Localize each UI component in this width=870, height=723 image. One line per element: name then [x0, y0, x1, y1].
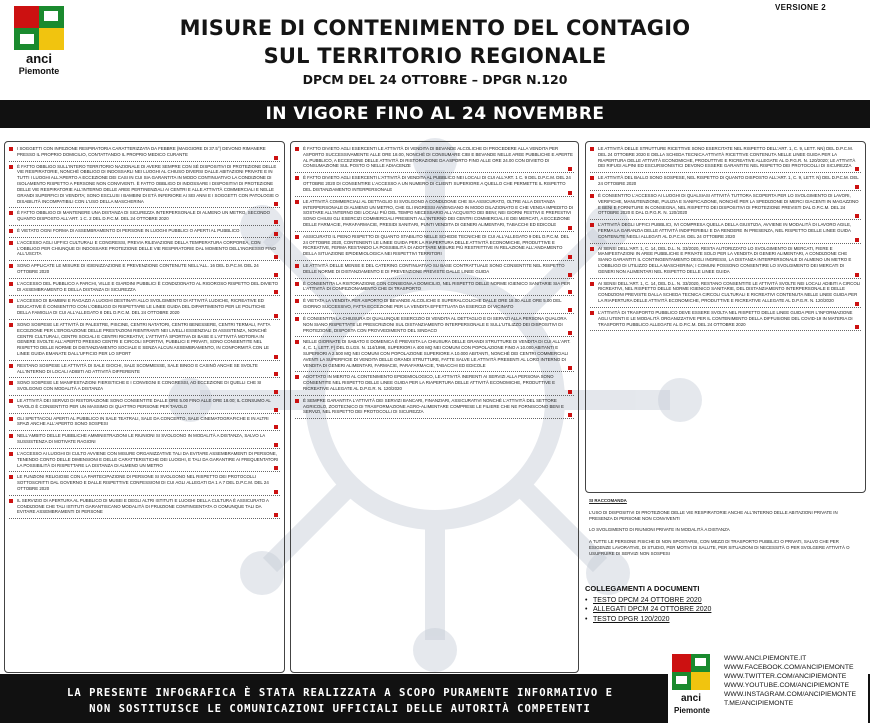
- end-mark-icon: [568, 255, 572, 259]
- rule-text: È FATTO DIVIETO AGLI ESERCENTI LE ATTIVITÀ DI VENDITA DI BEVANDE ALCOLICHE DI PROCEDERE ALLA VENDITA PER ASPORTO SUCCESSIVAMENTE ALLE ORE 18.00, NONCHÉ DI CONSUMARE CIBI E BEVANDE NELLE AREE PUBBLICHE E APERTE AL PUBBLICO, A ECCEZIONE DELLE ATTIVITÀ DI RISTORAZIONE DA ASPORTO FINO ALLE ORE 24.00 CON DIVIETO DI CONSUMAZIONE SUL POSTO O NELLE ADIACENZE: [303, 146, 573, 169]
- rule-text: L'ACCESSO DEL PUBBLICO A PARCHI, VILLE E GIARDINI PUBBLICI È CONDIZIONATO AL RIGOROSO RISPETTO DEL DIVIETO DI ASSEMBRAMENTO E DELLA DISTANZA DI SICUREZZA: [17, 280, 279, 292]
- recommendation-text: A TUTTE LE PERSONE FISICHE DI NON SPOSTARSI, CON MEZZI DI TRASPORTO PUBBLICI O PRIVATI, SALVO CHE PER ESIGENZE LAVORATIVE, DI STUDIO, PER MOTIVI DI SALUTE, PER SITUAZIONI DI NECESSITÀ O PER SVOLGERE ATTIVITÀ O USUFRUIRE DI SERVIZI NON SOSPESI: [589, 539, 850, 556]
- rule-text: LE ATTIVITÀ DEL BALLO SONO SOSPESE, NEL RISPETTO DI QUANTO DISPOSTO ALL'ART. 1, C. 9, LETT. N) DEL D.P.C.M. DEL 24 OTTOBRE 2020: [598, 175, 859, 187]
- end-mark-icon: [274, 273, 278, 277]
- bullet-mark-icon: [590, 247, 594, 251]
- rule-item: [9, 144, 280, 162]
- bullet-mark-icon: [590, 282, 594, 286]
- logo-text: anci: [25, 51, 53, 66]
- end-mark-icon: [568, 290, 572, 294]
- link-facebook[interactable]: WWW.FACEBOOK.COM/ANCIPIEMONTE: [724, 664, 854, 671]
- rules-column-3: [585, 141, 866, 493]
- end-mark-icon: [274, 255, 278, 259]
- bullet-mark-icon: [9, 499, 13, 503]
- page-title-line1: MISURE DI CONTENIMENTO DEL CONTAGIO: [179, 16, 691, 40]
- end-mark-icon: [568, 226, 572, 230]
- rule-text: L'ACCESSO AGLI UFFICI CULTURALI E CONGRESSI, PREVIA RILEVAZIONE DELLA TEMPERATURA CORPOREA, CON L'OBBLIGO PER CHIUNQUE DI INDOSSARE PROTEZIONE DELLE VIE RESPIRATORIE DAL MOMENTO DELL'INGRESSO FINO ALL'USCITA: [17, 239, 276, 257]
- bullet-mark-icon: [9, 299, 13, 303]
- rule-item: [9, 472, 280, 495]
- rule-item: [590, 220, 861, 243]
- recommendation-text: LO SVOLGIMENTO DI RIUNIONI PRIVATE IN MODALITÀ A DISTANZA: [589, 527, 730, 533]
- bullet-mark-icon: [9, 211, 13, 215]
- rule-text: ADOTTATO IN MERITO AL CONTENIMENTO EPIDEMIOLOGICO, LE ATTIVITÀ INERENTI AI SERVIZI ALLA PERSONA SONO CONSENTITE NEL RISPETTO DELLE LINEE GUIDA PER LA RIAPERTURA DELLE ATTIVITÀ ECONOMICHE, PRODUTTIVE E RICREATIVE ALLEGATE AL D.P.G.R. N. 120/2020: [303, 374, 556, 391]
- rule-text: AI SENSI DELL'ART. 1, C. 14, DEL D.L. N. 33/2020, RESTANO CONSENTITE LE ATTIVITÀ SVOLTE NEI LOCALI ADIBITI A CIRCOLI RICREATIVI, NEL RISPETTO DELLE NORME IGIENICO SANITARIE, DEL DISTANZIAMENTO INTERPERSONALE E DELLE CONDIZIONI PREVISTE DALLA SCHEDA TECNICA CIRCOLI CULTURALI E RICREATIVI CONTENUTA NELLE LINEE GUIDA PER LA RIAPERTURA DELLE ATTIVITÀ ECONOMICHE, PRODUTTIVE E RICREATIVE ALLEGATE AL D.P.G.R. N. 120/2020: [598, 280, 861, 304]
- rule-item: [590, 173, 861, 191]
- rule-item: [9, 226, 280, 238]
- bullet-mark-icon: [295, 299, 299, 303]
- rule-item: [295, 232, 574, 261]
- document-links-title: COLLEGAMENTI A DOCUMENTI: [585, 584, 700, 593]
- end-mark-icon: [855, 302, 859, 306]
- end-mark-icon: [274, 290, 278, 294]
- end-mark-icon: [274, 513, 278, 517]
- rule-text: SONO APPLICATE LE MISURE DI IGIENIZZAZIONE E PREVENZIONE CONTENUTE NELL'ALL. 16 DEL D.P.C.M. DEL 24 OTTOBRE 2020: [17, 263, 259, 274]
- bullet-mark-icon: [9, 417, 13, 421]
- bullet-mark-icon: [295, 176, 299, 180]
- end-mark-icon: [274, 202, 278, 206]
- rule-text: SONO SOSPESE LE MANIFESTAZIONI FIERISTICHE E I CONVEGNI E CONGRESSI, AD ECCEZIONE DI QUELLI CHE SI SVOLGONO CON MODALITÀ A DISTANZA: [17, 380, 262, 392]
- end-mark-icon: [855, 214, 859, 218]
- end-mark-icon: [274, 372, 278, 376]
- rules-column-1: [4, 141, 285, 673]
- bullet-mark-icon: [295, 340, 299, 344]
- end-mark-icon: [274, 390, 278, 394]
- rule-text: NELL'AMBITO DELLE PUBBLICHE AMMINISTRAZIONI LE RIUNIONI SI SVOLGONO IN MODALITÀ A DISTANZA, SALVO LA SUSSISTENZA DI MOTIVATE RAGIONI: [17, 433, 265, 445]
- rule-item: [590, 279, 861, 308]
- rule-text: GLI SPETTACOLI APERTI AL PUBBLICO IN SALE TEATRALI, SALE DA CONCERTO, SALE CINEMATOGRAFICHE E IN ALTRI SPAZI ANCHE ALL'APERTO SONO SOSPESI: [17, 415, 269, 427]
- rule-text: LE ATTIVITÀ DELLE MENSE E DEL CATERING CONTINUATIVO SU BASE CONTRATTUALE SONO CONSENTITE NEL RISPETTO DELLE NORME DI DISTANZIAMENTO E DI PREVENZIONE PREVISTE DALLE LINEE GUIDA: [303, 263, 565, 274]
- rule-item: [590, 144, 861, 173]
- rule-item: [295, 173, 574, 196]
- link-dpcm-text[interactable]: • TESTO DPCM 24 OTTOBRE 2020: [585, 596, 785, 605]
- logo-label: Piemonte: [18, 66, 60, 76]
- page-title-line2: SUL TERRITORIO REGIONALE: [263, 44, 607, 68]
- end-mark-icon: [274, 314, 278, 318]
- rule-item: [9, 238, 280, 261]
- bullet-mark-icon: [9, 381, 13, 385]
- bullet-mark-icon: [590, 176, 594, 180]
- end-mark-icon: [855, 167, 859, 171]
- rule-item: [295, 396, 574, 419]
- rule-text: RESTANO SOSPESE LE ATTIVITÀ DI SALE GIOCHI, SALE SCOMMESSE, SALE BINGO E CASINÒ ANCHE SE SVOLTE ALL'INTERNO DI LOCALI ADIBITI AD ATTIVITÀ DIFFERENTE: [17, 362, 258, 374]
- social-links-list: [724, 654, 866, 708]
- small-logo-label: Piemonte: [673, 706, 710, 715]
- page-header: [0, 0, 870, 98]
- rule-item: [295, 314, 574, 337]
- end-mark-icon: [568, 366, 572, 370]
- version-label: VERSIONE 2: [774, 3, 826, 12]
- bullet-mark-icon: [295, 200, 299, 204]
- link-website[interactable]: WWW.ANCI.PIEMONTE.IT: [724, 655, 807, 662]
- bullet-mark-icon: [295, 282, 299, 286]
- end-mark-icon: [855, 273, 859, 277]
- bullet-mark-icon: [9, 399, 13, 403]
- end-mark-icon: [274, 232, 278, 236]
- link-dpgr-text[interactable]: • TESTO DPGR 120/2020: [585, 615, 785, 624]
- rule-item: [9, 320, 280, 361]
- end-mark-icon: [568, 331, 572, 335]
- small-logo-text: anci: [680, 693, 702, 704]
- disclaimer-line1: LA PRESENTE INFOGRAFICA È STATA REALIZZATA A SCOPO PURAMENTE INFORMATIVO E: [67, 687, 613, 699]
- rule-text: AI SENSI DELL'ART. 1, C. 14, DEL D.L. N. 33/2020, RESTA AUTORIZZATO LO SVOLGIMENTO DI MERCATI, FIERE E MANIFESTAZIONI IN AREE PUBBLICHE E PRIVATE SOLO PER LA VENDITA DI GENERI ALIMENTARI, A CONDIZIONE CHE SIANO GARANTITI IL CONTINGENTAMENTO DEGLI INGRESSI, LA DISTANZA INTERPERSONALE DI ALMENO UN METRO E L'OBBLIGO DI UTILIZZO DELLA MASCHERINA; I COMUNI POSSONO CONSENTIRE LO SVOLGIMENTO DEI MERCATI DI GENERI NON ALIMENTARI NEL RISPETTO DELLE LINEE GUIDA: [598, 245, 852, 274]
- rule-item: [9, 431, 280, 449]
- bullet-mark-icon: [590, 147, 594, 151]
- end-mark-icon: [568, 273, 572, 277]
- bullet-mark-icon: [9, 323, 13, 327]
- end-mark-icon: [568, 167, 572, 171]
- rule-text: L'ACCESSO DI BAMBINI E RAGAZZI A LUOGHI DESTINATI ALLO SVOLGIMENTO DI ATTIVITÀ LUDICHE, RICREATIVE ED EDUCATIVE È CONSENTITO CON L'OBBLIGO DI RISPETTARE LE LINEE GUIDA DEL DIPARTIMENTO PER LE POLITICHE DELLA FAMIGLIA DI CUI ALL'ALLEGATO 8 DEL D.P.C.M. DEL 24 OTTOBRE 2020: [17, 298, 266, 316]
- end-mark-icon: [568, 413, 572, 417]
- rule-text: LE ATTIVITÀ DEI SERVIZI DI RISTORAZIONE SONO CONSENTITE DALLE ORE 5.00 FINO ALLE ORE 18.00; IL CONSUMO AL TAVOLO È CONSENTITO PER UN MASSIMO DI QUATTRO PERSONE PER TAVOLO: [17, 398, 271, 409]
- bullet-mark-icon: [9, 282, 13, 286]
- bullet-mark-icon: [295, 375, 299, 379]
- bullet-mark-icon: [295, 317, 299, 321]
- rule-text: È FATTO OBBLIGO DI MANTENERE UNA DISTANZA DI SICUREZZA INTERPERSONALE DI ALMENO UN METRO, SECONDO QUANTO DISPOSTO ALL'ART. 1 C. 2 DEL D.P.C.M. DEL 24 OTTOBRE 2020: [17, 210, 270, 222]
- page-subtitle: DPCM DEL 24 OTTOBRE – DPGR N.120: [302, 72, 568, 87]
- end-mark-icon: [568, 390, 572, 394]
- rule-item: [590, 244, 861, 279]
- link-dpcm-allegati[interactable]: • ALLEGATI DPCM 24 OTTOBRE 2020: [585, 605, 785, 614]
- rule-text: LE ATTIVITÀ COMMERCIALI AL DETTAGLIO SI SVOLGONO A CONDIZIONE CHE SIA ASSICURATO, OLTRE ALLA DISTANZA INTERPERSONALE DI ALMENO UN METRO, CHE GLI INGRESSI AVVENGANO IN MODO DILAZIONATO E CHE VENGA IMPEDITO DI SOSTARE ALL'INTERNO DEI LOCALI PIÙ DEL TEMPO NECESSARIO ALL'ACQUISTO DEI BENI; NEI GIORNI FESTIVI E PREFESTIVI SONO CHIUSI GLI ESERCIZI COMMERCIALI PRESENTI ALL'INTERNO DEI CENTRI COMMERCIALI E DEI MERCATI, A ECCEZIONE DELLE FARMACIE, PARAFARMACIE, PRESIDI SANITARI, PUNTI VENDITA DI GENERI ALIMENTARI, TABACCHI ED EDICOLE: [303, 198, 573, 227]
- rule-text: È SEMPRE GARANTITA L'ATTIVITÀ DEI SERVIZI BANCARI, FINANZIARI, ASSICURATIVI NONCHÉ L'ATTIVITÀ DEL SETTORE AGRICOLO, ZOOTECNICO DI TRASFORMAZIONE AGRO-ALIMENTARE COMPRESE LE FILIERE CHE NE FORNISCONO BENI E SERVIZI, NEL RISPETTO DEI PROTOCOLLI DI SICUREZZA: [303, 397, 564, 415]
- bullet-mark-icon: [9, 475, 13, 479]
- rule-item: [295, 144, 574, 173]
- end-mark-icon: [274, 490, 278, 494]
- bullet-mark-icon: [295, 147, 299, 151]
- bullet-mark-icon: [9, 452, 13, 456]
- end-mark-icon: [274, 156, 278, 160]
- rule-text: È VIETATA LA VENDITA PER ASPORTO DI BEVANDE ALCOLICHE E SUPERALCOLICHE DALLE ORE 18.00 ALLE ORE 5.00 DEL GIORNO SUCCESSIVO, FATTA ECCEZIONE PER LA VENDITA EFFETTUATA DA ESERCIZI DI VICINATO: [303, 298, 562, 310]
- link-instagram[interactable]: WWW.INSTAGRAM.COM/ANCIPIEMONTE: [724, 691, 857, 698]
- rule-text: L'ATTIVITÀ DEGLI UFFICI PUBBLICI, IVI COMPRESA QUELLA DELLA GIUSTIZIA, AVVIENE IN MODALITÀ DI LAVORO AGILE, FERMA LA GARANZIA DELLE ATTIVITÀ INDIFFERIBILI E DA RENDERE IN PRESENZA, NEL RISPETTO DELLE LINEE GUIDA CONTENUTE NEGLI ALLEGATI AL D.P.C.M. DEL 24 OTTOBRE 2020: [598, 222, 852, 239]
- rule-item: [9, 496, 280, 519]
- rule-text: È CONSENTITO L'ACCESSO AI LUOGHI DI QUALSIASI ATTIVITÀ TUTTORA SCOPERTA PER LO SVOLGIMENTO DI LAVORI, VERIFICHE, MANUTENZIONE, PULIZIA E SANIFICAZIONE, NONCHÉ PER LA SPEDIZIONE DI MERCI GIACENTI IN MAGAZZINO E BENI E FORNITURE IN CONSEGNA, NEL RISPETTO DEI DISPOSITIVI DI PROTEZIONE PREVISTI DAL D.P.C.M. DEL 24 OTTOBRE 2020 E DAL D.P.G.R. N. 120/2020: [598, 192, 859, 216]
- bullet-mark-icon: [9, 264, 13, 268]
- rule-text: È FATTO OBBLIGO SULL'INTERO TERRITORIO NAZIONALE DI AVERE SEMPRE CON SÉ DISPOSITIVI DI PROTEZIONE DELLE VIE RESPIRATORIE, NONCHÉ OBBLIGO DI INDOSSARLI NEI LUOGHI AL CHIUSO DIVERSI DALLE ABITAZIONI PRIVATE E IN TUTTI I LUOGHI ALL'APERTO A ECCEZIONE DEI CASI IN CUI SIA GARANTITA IN MODO CONTINUATIVO LA CONDIZIONE DI ISOLAMENTO RISPETTO A PERSONE NON CONVIVENTI. È FATTO OBBLIGO DI INDOSSARE I DISPOSITIVI DI PROTEZIONE DELLE VIE RESPIRATORIE ALL'INTERNO DELLE AREE PERTINENZIALI AI CENTRI E ALLE ATTIVITÀ COMMERCIALI E NELLE GRANDI SUPERFICI DI VENDITA; SONO ESCLUSI I BAMBINI DI ETÀ INFERIORE AI SEI ANNI E I SOGGETTI CON PATOLOGIE O DISABILITÀ INCOMPATIBILI CON L'USO DELLA MASCHERINA: [17, 163, 279, 204]
- bullet-mark-icon: [9, 165, 13, 169]
- rule-text: ASSICURATO IL PIENO RISPETTO DI QUANTO STABILITO NELLE SCHEDE TECNICHE DI CUI ALL'ALLEGATO 9 DEL D.P.C.M. DEL 24 OTTOBRE 2020, CONTENENTI LE LINEE GUIDA PER LA RIAPERTURA DELLE ATTIVITÀ ECONOMICHE, PRODUTTIVE E RICREATIVE, FERMA RESTANDO LA POSSIBILITÀ DI ADOTTARE MISURE PIÙ RESTRITTIVE IN RELAZIONE ALL'ANDAMENTO DELLA SITUAZIONE EPIDEMIOLOGICA NEI RISPETTIVI TERRITORI: [303, 233, 569, 257]
- rule-item: [9, 378, 280, 396]
- recommendations-heading: SI RACCOMANDA: [589, 498, 627, 503]
- end-mark-icon: [855, 185, 859, 189]
- rule-text: I SOGGETTI CON INFEZIONE RESPIRATORIA CARATTERIZZATA DA FEBBRE (MAGGIORE DI 37.5°) DEVONO RIMANERE PRESSO IL PROPRIO DOMICILIO, CONTATTANDO IL PROPRIO MEDICO CURANTE: [17, 146, 266, 157]
- rule-item: [295, 296, 574, 314]
- rule-text: L'ATTIVITÀ DI TRASPORTO PUBBLICO DEVE ESSERE SVOLTA NEL RISPETTO DELLE LINEE GUIDA PER L'INFORMAZIONE AGLI UTENTI E LE MODALITÀ ORGANIZZATIVE PER IL CONTENIMENTO DELLA DIFFUSIONE DEL COVID-19 IN MATERIA DI TRASPORTO PUBBLICO ALLEGATE AL D.P.C.M. DEL 24 OTTOBRE 2020: [598, 309, 853, 327]
- rule-item: [9, 296, 280, 319]
- end-mark-icon: [855, 325, 859, 329]
- rule-text: IL SERVIZIO DI APERTURA AL PUBBLICO DI MUSEI E DEGLI ALTRI ISTITUTI E LUOGHI DELLA CULTURA È ASSICURATO A CONDIZIONE CHE TALI ISTITUTI GARANTISCANO MODALITÀ DI FRUIZIONE CONTINGENTATA O COMUNQUE TALI DA EVITARE ASSEMBRAMENTI DI PERSONE: [17, 497, 269, 515]
- rule-item: [9, 396, 280, 414]
- end-mark-icon: [274, 425, 278, 429]
- rule-item: [295, 337, 574, 372]
- social-links-panel: [668, 650, 868, 723]
- disclaimer-line2: NON SOSTITUISCE LE COMUNICAZIONI UFFICIALI DELLE AUTORITÀ COMPETENTI: [89, 703, 591, 716]
- bullet-mark-icon: [295, 235, 299, 239]
- rule-item: [9, 449, 280, 472]
- bullet-mark-icon: [590, 223, 594, 227]
- rules-column-2: [290, 141, 579, 673]
- rule-item: [9, 208, 280, 226]
- rule-item: [295, 372, 574, 395]
- bullet-mark-icon: [9, 364, 13, 368]
- rule-text: SONO SOSPESE LE ATTIVITÀ DI PALESTRE, PISCINE, CENTRI NATATORI, CENTRI BENESSERE, CENTRI TERMALI, FATTA ECCEZIONE PER L'EROGAZIONE DELLE PRESTAZIONI RIENTRANTI NEI LIVELLI ESSENZIALI DI ASSISTENZA, NONCHÉ CENTRI CULTURALI, CENTRI SOCIALI E CENTRI RICREATIVI; L'ATTIVITÀ SPORTIVA DI BASE E L'ATTIVITÀ MOTORIA IN GENERE SVOLTE ALL'APERTO PRESSO CENTRI E CIRCOLI SPORTIVI, PUBBLICI E PRIVATI, SONO CONSENTITE NEL RISPETTO DELLE NORME DI DISTANZIAMENTO SOCIALE E SENZA ALCUN ASSEMBRAMENTO, IN CONFORMITÀ CON LE LINEE GUIDA EMANATE DALL'UFFICIO PER LO SPORT: [17, 321, 271, 356]
- end-mark-icon: [568, 308, 572, 312]
- link-youtube[interactable]: WWW.YOUTUBE.COM/ANCIPIEMONTE: [724, 682, 849, 689]
- rule-item: [295, 261, 574, 279]
- rule-text: LE FUNZIONI RELIGIOSE CON LA PARTECIPAZIONE DI PERSONE SI SVOLGONO NEL RISPETTO DEI PROTOCOLLI SOTTOSCRITTI DAL GOVERNO E DALLE RISPETTIVE CONFESSIONI DI CUI AGLI ALLEGATI DA 1 A 7 DEL D.P.C.M. DEL 24 OTTOBRE 2020: [17, 474, 269, 491]
- recommendation-text: L'USO DI DISPOSITIVI DI PROTEZIONE DELLE VIE RESPIRATORIE ANCHE ALL'INTERNO DELLE ABITAZIONI PRIVATE IN PRESENZA DI PERSONE NON CONVIVENTI: [589, 509, 838, 521]
- rule-item: [9, 414, 280, 432]
- rule-text: L'ACCESSO AI LUOGHI DI CULTO AVVIENE CON MISURE ORGANIZZATIVE TALI DA EVITARE ASSEMBRAMENTI DI PERSONE, TENENDO CONTO DELLE DIMENSIONI E DELLE CARATTERISTICHE DEI LUOGHI, E TALI DA GARANTIRE AI FREQUENTATORI LA POSSIBILITÀ DI RISPETTARE LA DISTANZA DI ALMENO UN METRO: [17, 450, 279, 468]
- rule-text: È VIETATO OGNI FORMA DI ASSEMBRAMENTO DI PERSONE IN LUOGHI PUBBLICI O APERTI AL PUBBLICO: [17, 227, 240, 233]
- rule-item: [295, 279, 574, 297]
- rule-text: NELLE GIORNATE DI SABATO E DOMENICA È PREVISTA LA CHIUSURA DELLE GRANDI STRUTTURE DI VENDITA DI CUI ALL'ART. 4, C. 1, LETT. F) DEL D.LGS. N. 114/1998, SUPERIORI A 400 MQ NEI COMUNI CON POPOLAZIONE FINO A 10.000 ABITANTI E SUPERIORI A 2.500 MQ NEI COMUNI CON POPOLAZIONE SUPERIORE A 10.000 ABITANTI, NONCHÉ DEI CENTRI COMMERCIALI AVENTI LA SUPERFICIE DI VENDITA DELLE GRANDI STRUTTURE, FATTE SALVE LE ATTIVITÀ PRESENTI AL LORO INTERNO DI VENDITA DI GENERI ALIMENTARI, FARMACIE, PARAFARMACIE, TABACCHI ED EDICOLE: [303, 339, 571, 368]
- bullet-mark-icon: [295, 264, 299, 268]
- end-mark-icon: [274, 443, 278, 447]
- link-twitter[interactable]: WWW.TWITTER.COM/ANCIPIEMONTE: [724, 673, 847, 680]
- end-mark-icon: [274, 466, 278, 470]
- rule-text: È CONSENTITA LA RISTORAZIONE CON CONSEGNA A DOMICILIO, NEL RISPETTO DELLE NORME IGIENICO SANITARIE SIA PER L'ATTIVITÀ DI CONFEZIONAMENTO CHE DI TRASPORTO: [303, 280, 571, 292]
- end-mark-icon: [855, 238, 859, 242]
- bullet-mark-icon: [9, 434, 13, 438]
- rule-item: [9, 162, 280, 209]
- rule-item: [9, 279, 280, 297]
- rule-text: È FATTO DIVIETO AGLI ESERCENTI L'ATTIVITÀ DI VENDITA AL PUBBLICO NEI LOCALI DI CUI ALL'ART. 1 C. 9 DEL D.P.C.M. DEL 24 OTTOBRE 2020 DI CONSENTIRE L'ACCESSO A UN NUMERO DI CLIENTI SUPERIORE A QUELLO CHE PERMETTE IL RISPETTO DEL DISTANZIAMENTO INTERPERSONALE: [303, 175, 571, 192]
- end-mark-icon: [274, 408, 278, 412]
- rule-item: [9, 261, 280, 279]
- rule-item: [9, 361, 280, 379]
- rule-text: LE ATTIVITÀ DELLE STRUTTURE RICETTIVE SONO ESERCITATE NEL RISPETTO DELL'ART. 1, C. 9, LETT. NN) DEL D.P.C.M. DEL 24 OTTOBRE 2020 E DELLA SCHEDA TECNICA ATTIVITÀ RICETTIVE CONTENUTA NELLE LINEE GUIDA PER LA RIAPERTURA DELLE ATTIVITÀ ECONOMICHE, PRODUTTIVE E RICREATIVE ALLEGATE AL D.P.G.R. N. 120/2020; LE ATTIVITÀ DEI RIFUGI ALPINI ED ESCURSIONISTICI DEVONO ESSERE GARANTITE NEL RISPETTO DEI PROTOCOLLI DI SICUREZZA: [598, 146, 856, 169]
- bullet-mark-icon: [295, 399, 299, 403]
- document-links: [585, 584, 785, 624]
- rule-item: [590, 308, 861, 331]
- bullet-mark-icon: [9, 241, 13, 245]
- bullet-mark-icon: [9, 229, 13, 233]
- anci-piemonte-small-logo: [672, 654, 710, 704]
- rule-item: [590, 191, 861, 220]
- rule-item: [295, 197, 574, 232]
- rule-text: È CONSENTITA LA CHIUSURA DI QUALUNQUE ESERCIZIO DI VENDITA AL DETTAGLIO E DI SERVIZI ALLA PERSONA QUALORA NON SIANO RISPETTATE LE PRESCRIZIONI SUL DISTANZIAMENTO INTERPERSONALE E SULL'UTILIZZO DEI DISPOSITIVI DI PROTEZIONE, DISPOSTA CON PROVVEDIMENTO DEL SINDACO: [303, 315, 567, 333]
- bullet-mark-icon: [9, 147, 13, 151]
- end-mark-icon: [274, 355, 278, 359]
- end-mark-icon: [274, 220, 278, 224]
- bullet-mark-icon: [590, 311, 594, 315]
- validity-banner: IN VIGORE FINO AL 24 NOVEMBRE: [0, 100, 870, 128]
- end-mark-icon: [568, 191, 572, 195]
- bullet-mark-icon: [590, 194, 594, 198]
- link-telegram[interactable]: T.ME/ANCIPIEMONTE: [724, 700, 794, 707]
